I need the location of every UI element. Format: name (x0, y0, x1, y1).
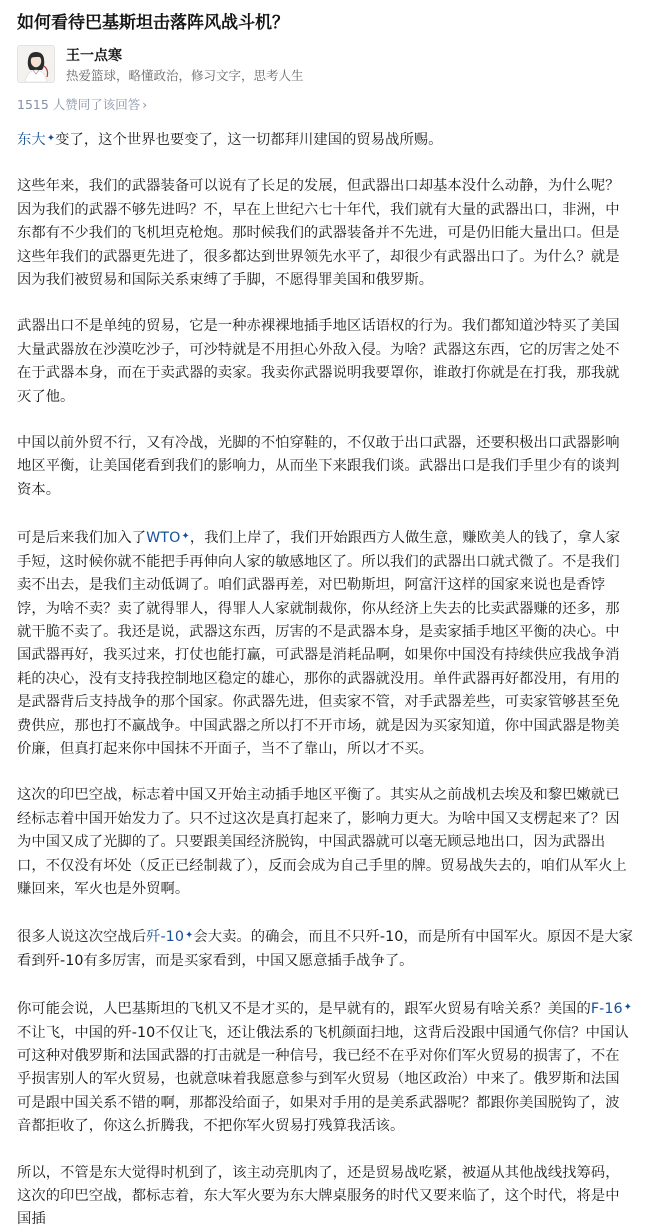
paragraph-text: 变了，这个世界也要变了，这一切都拜川建国的贸易战所赐。 (55, 132, 443, 148)
author-card (17, 45, 633, 85)
keyword-link-text: F-16 (590, 1001, 623, 1018)
paragraph-text: 很多人说这次空战后 (17, 929, 147, 946)
keyword-link-text: WTO (146, 530, 181, 547)
paragraph (17, 924, 633, 973)
author-info (66, 45, 304, 85)
sparkle-icon: ✦ (181, 531, 190, 543)
keyword-link[interactable] (146, 530, 190, 546)
question-title[interactable]: 如何看待巴基斯坦击落阵风战斗机？ (17, 13, 289, 33)
paragraph-text: 不让飞，中国的歼-10不仅让飞，还让俄法系的飞机颜面扫地，这背后没跟中国通气你信？中国认可这种对俄罗斯和法国武器的打击就是一种信号，我已经不在乎对你们军火贸易的损害了，不在乎损害别人的军火贸易，也就意味着我愿意参与到军火贸易（地区政治）中来了。俄罗斯和法国可是跟中国关系不错的啊，那都没给面子，如果对手用的是美系武器呢？都跟你美国脱钩了，波音都拒收了，你这么折腾我，不把你军火贸易打残算我活该。 (17, 1024, 629, 1135)
paragraph-text: 会大卖。的确会，而且不只歼-10，而是所有中国军火。原因不是大家看到歼-10有多厉害，而是买家看到，中国又愿意插手战争了。 (17, 929, 633, 969)
answer-content (17, 127, 633, 1232)
keyword-link[interactable] (591, 1001, 632, 1017)
paragraph (17, 996, 633, 1138)
paragraph-text: 可是后来我们加入了 (17, 530, 147, 547)
paragraph: 这次的印巴空战，标志着中国又开始主动插手地区平衡了。其实从之前战机去埃及和黎巴嫩就已经标志着中国开始发力了。只不过这次是真打起来了，影响力更大。为啥中国又支楞起来了？因为中国又成了光脚的了。只要跟美国经济脱钩，中国武器就可以毫无顾忌地出口，因为武器出口，不仅没有坏处（反正已经制裁了），反而会成为自己手里的牌。贸易战失去的，咱们从军火上赚回来，军火也是外贸啊。 (17, 787, 627, 897)
author-name[interactable]: 王一点寒 (66, 48, 122, 64)
keyword-link-text: 歼-10 (146, 929, 184, 946)
vote-count-text: 1515 人赞同了该回答 (17, 97, 141, 112)
paragraph: 中国以前外贸不行，又有冷战，光脚的不怕穿鞋的，不仅敢于出口武器，还要积极出口武器影响地区平衡，让美国佬看到我们的影响力，从而坐下来跟我们谈。武器出口是我们手里少有的谈判资本。 (17, 435, 620, 498)
keyword-link[interactable] (17, 132, 55, 148)
keyword-link-text: 东大 (17, 132, 46, 148)
paragraph-text: ，我们上岸了，我们开始跟西方人做生意，赚欧美人的钱了，拿人家手短，这时候你就不能把手再伸向人家的敏感地区了。所以我们的武器出口就式微了。不是我们卖不出去，是我们主动低调了。咱们武器再差，对巴勒斯坦，阿富汗这样的国家来说也是香饽饽，为啥不卖？卖了就得罪人，得罪人人家就制裁你，你从经济上失去的比卖武器赚的还多，那就干脆不卖了。我还是说，武器这东西，厉害的不是武器本身，是卖家插手地区平衡的决心。中国武器再好，我买过来，打仗也能打赢，可武器是消耗品啊，如果你中国没有持续供应我战争消耗的决心，没有支持我控制地区稳定的雄心，那你的武器就没用。单件武器再好都没用，有用的是武器背后支持战争的那个国家。你武器先进，但卖家不管，对手武器差些，可卖家管够甚至免费供应，那也打不赢战争。中国武器之所以打不开市场，就是因为买家知道，你中国武器是物美价廉，但真打起来你中国抹不开面子，当不了靠山，所以才不买。 (17, 530, 621, 757)
sparkle-icon: ✦ (46, 133, 56, 144)
sparkle-icon: ✦ (623, 1002, 633, 1014)
author-bio: 热爱篮球，略懂政治，修习文字，思考人生 (66, 68, 304, 83)
paragraph (17, 127, 633, 152)
avatar[interactable] (17, 45, 55, 83)
paragraph-text: 你可能会说，人巴基斯坦的飞机又不是才买的，是早就有的，跟军火贸易有啥关系？美国的 (17, 1001, 591, 1018)
keyword-link[interactable] (146, 929, 193, 945)
paragraph: 这些年来，我们的武器装备可以说有了长足的发展，但武器出口却基本没什么动静，为什么呢？因为我们的武器不够先进吗？不，早在上世纪六七十年代，我们就有大量的武器出口，非洲，中东都有不少我们的飞机坦克枪炮。那时候我们的武器装备并不先进，可是仍旧能大量出口。但是这些年我们的武器更先进了，很多都达到世界领先水平了，却很少有武器出口了。为什么？就是因为我们被贸易和国际关系束缚了手脚，不愿得罪美国和俄罗斯。 (17, 178, 620, 289)
paragraph: 武器出口不是单纯的贸易，它是一种赤裸裸地插手地区话语权的行为。我们都知道沙特买了美国大量武器放在沙漠吃沙子，可沙特就是不用担心外敌入侵。为啥？武器这东西，它的厉害之处不在于武器本身，而在于卖武器的卖家。我卖你武器说明我要罩你，谁敢打你就是在打我，那我就灭了他。 (17, 318, 620, 405)
sparkle-icon: ✦ (184, 930, 194, 942)
paragraph (17, 525, 633, 761)
paragraph: 所以，不管是东大觉得时机到了，该主动亮肌肉了，还是贸易战吃紧，被逼从其他战线找筹码，这次的印巴空战，都标志着，东大军火要为东大牌桌服务的时代又要来临了，这个时代，将是中国插 (17, 1164, 620, 1228)
avatar-illustration-icon (18, 46, 54, 82)
chevron-right-icon: › (142, 98, 148, 112)
vote-count-link[interactable] (17, 96, 633, 114)
